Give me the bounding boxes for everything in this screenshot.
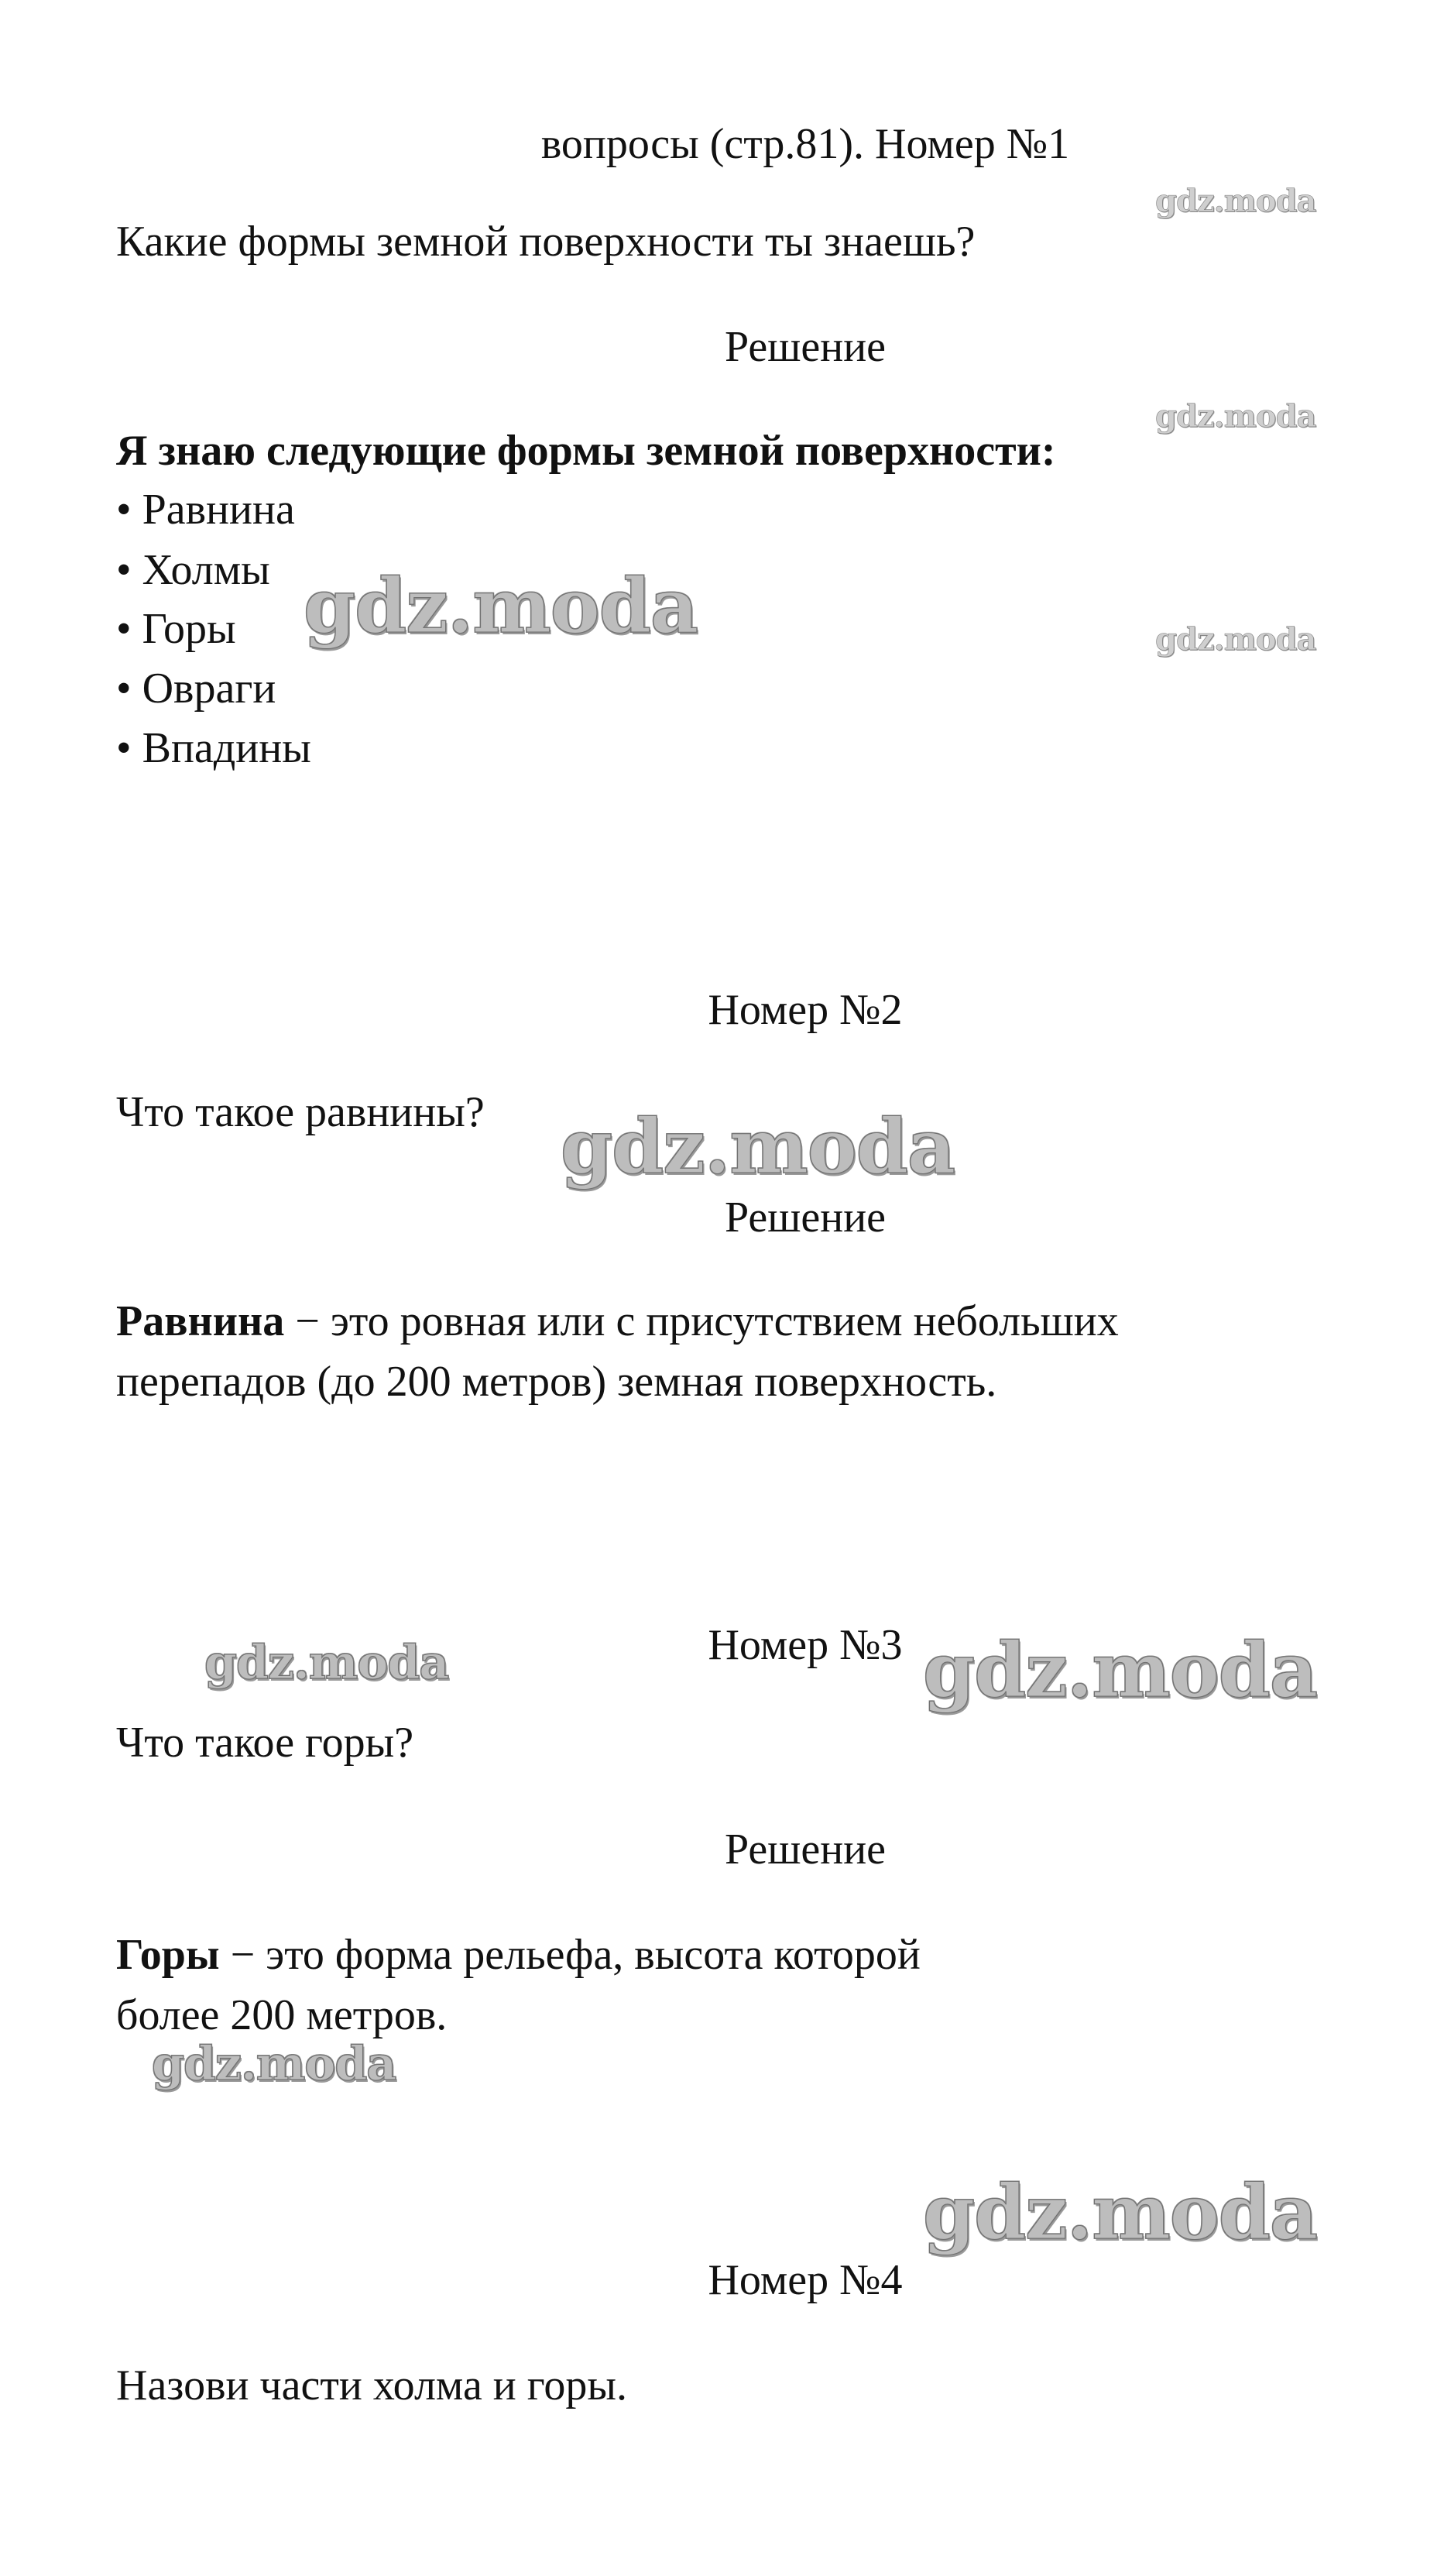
term-mountains: Горы xyxy=(116,1931,220,1979)
answer-2-line-1 xyxy=(116,1292,1119,1351)
list-item-mountains: • Горы xyxy=(116,605,236,653)
page-header: вопросы (стр.81). Номер №1 xyxy=(540,120,1070,168)
solution-label-3: Решение xyxy=(724,1826,887,1874)
question-4: Назови части холма и горы. xyxy=(116,2361,627,2409)
watermark: gdz.moda xyxy=(561,1103,955,1190)
watermark: gdz.moda xyxy=(304,562,698,650)
watermark: gdz.moda xyxy=(152,2037,396,2091)
number-3: Номер №3 xyxy=(708,1621,903,1669)
watermark: gdz.moda xyxy=(1155,621,1316,658)
answer-2-line-2: перепадов (до 200 метров) земная поверхность. xyxy=(116,1358,997,1406)
watermark: gdz.moda xyxy=(204,1636,449,1690)
answer-3-definition: − это форма рельефа, высота которой xyxy=(219,1931,921,1979)
term-plain: Равнина xyxy=(116,1297,285,1345)
watermark: gdz.moda xyxy=(1155,398,1316,434)
solution-label-2: Решение xyxy=(724,1194,887,1242)
solution-label-1: Решение xyxy=(724,323,887,371)
answer-3-line-1 xyxy=(116,1925,921,1984)
list-item-hills: • Холмы xyxy=(116,546,270,594)
number-4: Номер №4 xyxy=(708,2256,903,2304)
list-item-ravines: • Овраги xyxy=(116,665,276,713)
answer-intro-1: Я знаю следующие формы земной поверхности: xyxy=(116,427,1056,475)
watermark: gdz.moda xyxy=(923,2169,1318,2256)
watermark: gdz.moda xyxy=(923,1626,1318,1714)
question-2: Что такое равнины? xyxy=(116,1088,485,1136)
answer-3-line-2: более 200 метров. xyxy=(116,1991,448,2039)
watermark: gdz.moda xyxy=(1155,183,1316,219)
question-1: Какие формы земной поверхности ты знаешь? xyxy=(116,218,976,266)
list-item-plain: • Равнина xyxy=(116,486,295,534)
number-2: Номер №2 xyxy=(708,986,903,1034)
question-3: Что такое горы? xyxy=(116,1719,414,1767)
answer-2-definition: − это ровная или с присутствием небольших xyxy=(284,1297,1119,1345)
list-item-depressions: • Впадины xyxy=(116,724,311,772)
